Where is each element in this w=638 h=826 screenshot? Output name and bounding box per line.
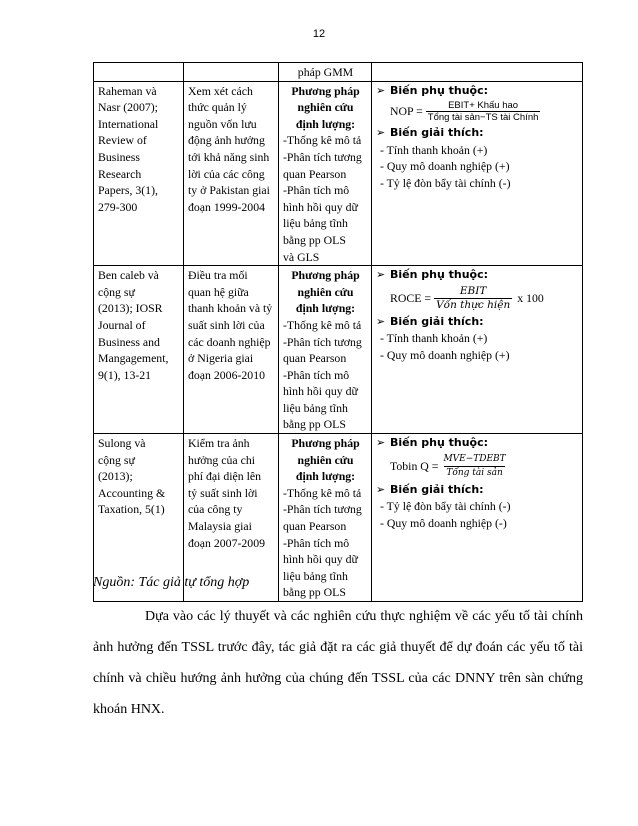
formula-fraction — [426, 100, 541, 123]
table-row — [94, 81, 583, 266]
arrow-bullet-icon: ➢ — [376, 83, 386, 97]
effect-item: - Quy mô doanh nghiệp (+) — [380, 347, 510, 362]
purpose-cell — [184, 266, 279, 434]
formula-numerator: MVE−TDEBT — [443, 453, 506, 464]
purpose-text: Kiểm tra ảnh hưởng của chi phí đại diện lên tỷ suất sinh lời của công ty Malaysia giai đoạn 2007-2009 — [188, 436, 265, 550]
method-title: Phương pháp nghiên cứu định lượng: — [291, 436, 360, 484]
method-title: Phương pháp nghiên cứu định lượng: — [291, 83, 360, 131]
page-number: 12 — [312, 28, 326, 40]
purpose-text: Điều tra mối quan hệ giữa thanh khoản và tỷ suất sinh lời của các doanh nghiệp ở Nigeria giai đoạn 2006-2010 — [188, 268, 273, 382]
formula-numerator: EBIT — [459, 284, 487, 297]
formula-numerator: EBIT+ Khấu hao — [448, 100, 519, 112]
dependent-variable-heading — [376, 83, 579, 100]
effect-item: - Tính thanh khoản (+) — [380, 331, 488, 346]
arrow-bullet-icon: ➢ — [376, 482, 386, 496]
explanatory-variable-heading — [376, 482, 579, 499]
variables-cell — [372, 81, 583, 266]
explanatory-variable-heading — [376, 314, 579, 331]
explanatory-label: Biến giải thích: — [390, 126, 484, 140]
formula-fraction — [441, 453, 507, 480]
method-items: -Thống kê mô tả -Phân tích tương quan Pearson -Phân tích mô hình hồi quy dữ liệu bảng tĩnh bằng pp OLS và GLS — [283, 133, 362, 264]
method-items: -Thống kê mô tả -Phân tích tương quan Pearson -Phân tích mô hình hồi quy dữ liệu bảng tĩnh bằng pp OLS — [283, 317, 362, 432]
dependent-label: Biến phụ thuộc: — [390, 83, 489, 97]
table-cell — [279, 63, 372, 82]
method-title: Phương pháp nghiên cứu định lượng: — [291, 268, 360, 316]
variables-cell — [372, 266, 583, 434]
literature-table — [93, 62, 583, 602]
table-row — [94, 266, 583, 434]
method-cell — [279, 81, 372, 266]
author-cell — [94, 266, 184, 434]
dependent-label: Biến phụ thuộc: — [390, 268, 489, 282]
purpose-cell — [184, 81, 279, 266]
dependent-label: Biến phụ thuộc: — [390, 436, 489, 450]
effect-item: - Tỷ lệ đòn bẩy tài chính (-) — [380, 499, 511, 514]
method-cell — [279, 266, 372, 434]
effect-item: - Tính thanh khoản (+) — [380, 142, 488, 157]
source-note: Nguồn: Tác giả tự tổng hợp — [93, 575, 250, 590]
author-text: Sulong và cộng sự (2013); Accounting & Taxation, 5(1) — [98, 436, 166, 517]
arrow-bullet-icon: ➢ — [376, 314, 386, 328]
table-cell — [184, 63, 279, 82]
formula-denominator: Tổng tài sản−TS tài Chính — [427, 112, 539, 124]
formula — [390, 285, 579, 312]
dependent-variable-heading — [376, 435, 579, 452]
author-cell — [94, 81, 184, 266]
arrow-bullet-icon: ➢ — [376, 436, 386, 450]
formula-denominator: Tổng tài sản — [446, 467, 503, 478]
arrow-bullet-icon: ➢ — [376, 126, 386, 140]
formula-fraction — [434, 285, 512, 312]
formula-lhs: NOP = — [390, 104, 423, 119]
table-cell — [94, 63, 184, 82]
variables-cell — [372, 434, 583, 602]
explanatory-label: Biến giải thích: — [390, 314, 484, 328]
explanatory-variable-heading — [376, 125, 579, 142]
formula-denominator: Vốn thực hiện — [436, 298, 511, 311]
formula-suffix: x 100 — [517, 290, 544, 305]
effect-item: - Quy mô doanh nghiệp (-) — [380, 515, 507, 530]
table-row-continued — [94, 63, 583, 82]
purpose-text: Xem xét cách thức quản lý nguồn vốn lưu động ảnh hưởng tới khả năng sinh lời của các công ty ở Pakistan giai đoạn 1999-2004 — [188, 83, 270, 214]
effect-item: - Tỷ lệ đòn bẩy tài chính (-) — [380, 175, 511, 190]
formula — [390, 453, 579, 480]
table-cell — [372, 63, 583, 82]
dependent-variable-heading — [376, 267, 579, 284]
arrow-bullet-icon: ➢ — [376, 268, 386, 282]
author-text: Raheman và Nasr (2007); International Review of Business Research Papers, 3(1), 279-300 — [98, 83, 159, 214]
explanatory-label: Biến giải thích: — [390, 482, 484, 496]
formula-lhs: Tobin Q = — [390, 458, 439, 473]
formula — [390, 100, 579, 123]
author-text: Ben caleb và cộng sự (2013); IOSR Journal of Business and Mangagement, 9(1), 13-21 — [98, 268, 169, 382]
method-items: -Thống kê mô tả -Phân tích tương quan Pearson -Phân tích mô hình hồi quy dữ liệu bảng tĩnh bằng pp OLS — [283, 485, 362, 600]
formula-lhs: ROCE = — [390, 290, 432, 305]
method-cell — [279, 434, 372, 602]
body-paragraph: Dựa vào các lý thuyết và các nghiên cứu thực nghiệm về các yếu tố tài chính ảnh hưởng đến TSSL trước đây, tác giả đặt ra các giả thuyết để dự đoán các yếu tố tài chính và chiều hướng ảnh hưởng của chúng đến TSSL của các DNNY trên sàn chứng khoán HNX. — [93, 609, 583, 717]
method-carryover: pháp GMM — [297, 65, 354, 79]
effect-item: - Quy mô doanh nghiệp (+) — [380, 159, 510, 174]
